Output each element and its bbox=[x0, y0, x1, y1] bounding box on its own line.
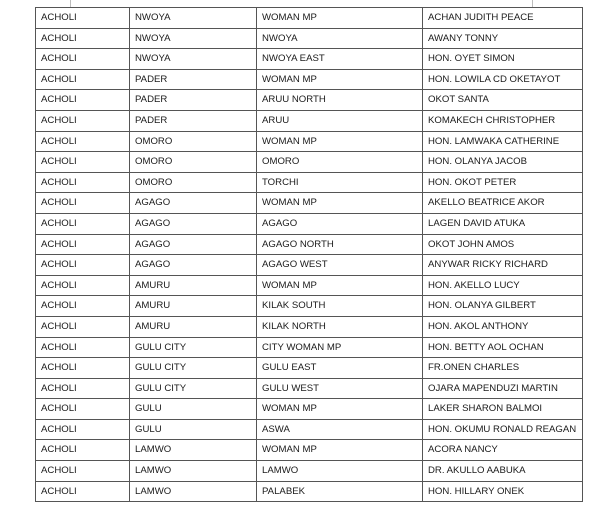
constituency-cell: WOMAN MP bbox=[257, 193, 423, 214]
candidate-name-cell: HON. OLANYA GILBERT bbox=[423, 296, 583, 317]
sub-region-cell: ACHOLI bbox=[36, 131, 130, 152]
district-cell: AMURU bbox=[130, 275, 257, 296]
constituency-cell: CITY WOMAN MP bbox=[257, 337, 423, 358]
candidate-name-cell: HON. BETTY AOL OCHAN bbox=[423, 337, 583, 358]
constituency-cell: AGAGO bbox=[257, 213, 423, 234]
district-cell: AMURU bbox=[130, 296, 257, 317]
sub-region-cell: ACHOLI bbox=[36, 69, 130, 90]
district-cell: AGAGO bbox=[130, 213, 257, 234]
sub-region-cell: ACHOLI bbox=[36, 255, 130, 276]
candidate-name-cell: KOMAKECH CHRISTOPHER bbox=[423, 110, 583, 131]
candidate-name-cell: HON. LOWILA CD OKETAYOT bbox=[423, 69, 583, 90]
candidate-name-cell: OKOT SANTA bbox=[423, 90, 583, 111]
candidate-name-cell: HON. AKELLO LUCY bbox=[423, 275, 583, 296]
constituency-cell: WOMAN MP bbox=[257, 8, 423, 29]
sub-region-cell: ACHOLI bbox=[36, 440, 130, 461]
district-cell: AMURU bbox=[130, 316, 257, 337]
candidate-name-cell: OJARA MAPENDUZI MARTIN bbox=[423, 378, 583, 399]
constituency-cell: WOMAN MP bbox=[257, 440, 423, 461]
district-cell: AGAGO bbox=[130, 193, 257, 214]
table-row bbox=[36, 481, 583, 502]
sub-region-cell: ACHOLI bbox=[36, 275, 130, 296]
constituency-cell: KILAK NORTH bbox=[257, 316, 423, 337]
candidate-name-cell: AWANY TONNY bbox=[423, 28, 583, 49]
district-cell: PADER bbox=[130, 110, 257, 131]
table-row bbox=[36, 49, 583, 70]
district-cell: GULU CITY bbox=[130, 337, 257, 358]
results-table-body bbox=[36, 8, 583, 502]
candidate-name-cell: HON. AKOL ANTHONY bbox=[423, 316, 583, 337]
constituency-cell: PALABEK bbox=[257, 481, 423, 502]
sub-region-cell: ACHOLI bbox=[36, 172, 130, 193]
constituency-cell: WOMAN MP bbox=[257, 69, 423, 90]
district-cell: OMORO bbox=[130, 172, 257, 193]
table-row bbox=[36, 358, 583, 379]
district-cell: GULU CITY bbox=[130, 358, 257, 379]
sub-region-cell: ACHOLI bbox=[36, 419, 130, 440]
results-table bbox=[35, 7, 583, 502]
district-cell: PADER bbox=[130, 90, 257, 111]
sub-region-cell: ACHOLI bbox=[36, 399, 130, 420]
table-row bbox=[36, 440, 583, 461]
district-cell: OMORO bbox=[130, 152, 257, 173]
table-row bbox=[36, 152, 583, 173]
district-cell: GULU bbox=[130, 419, 257, 440]
table-row bbox=[36, 337, 583, 358]
table-row bbox=[36, 110, 583, 131]
constituency-cell: ARUU bbox=[257, 110, 423, 131]
district-cell: GULU CITY bbox=[130, 378, 257, 399]
constituency-cell: ARUU NORTH bbox=[257, 90, 423, 111]
candidate-name-cell: HON. OKOT PETER bbox=[423, 172, 583, 193]
table-row bbox=[36, 213, 583, 234]
candidate-name-cell: LAKER SHARON BALMOI bbox=[423, 399, 583, 420]
district-cell: OMORO bbox=[130, 131, 257, 152]
sub-region-cell: ACHOLI bbox=[36, 90, 130, 111]
table-row bbox=[36, 316, 583, 337]
district-cell: PADER bbox=[130, 69, 257, 90]
table-row bbox=[36, 296, 583, 317]
table-row bbox=[36, 28, 583, 49]
sub-region-cell: ACHOLI bbox=[36, 110, 130, 131]
sub-region-cell: ACHOLI bbox=[36, 234, 130, 255]
constituency-cell: TORCHI bbox=[257, 172, 423, 193]
constituency-cell: WOMAN MP bbox=[257, 399, 423, 420]
table-row bbox=[36, 193, 583, 214]
constituency-cell: AGAGO NORTH bbox=[257, 234, 423, 255]
constituency-cell: WOMAN MP bbox=[257, 275, 423, 296]
candidate-name-cell: HON. OLANYA JACOB bbox=[423, 152, 583, 173]
constituency-cell: LAMWO bbox=[257, 461, 423, 482]
sub-region-cell: ACHOLI bbox=[36, 152, 130, 173]
sub-region-cell: ACHOLI bbox=[36, 481, 130, 502]
sub-region-cell: ACHOLI bbox=[36, 49, 130, 70]
candidate-name-cell: LAGEN DAVID ATUKA bbox=[423, 213, 583, 234]
table-row bbox=[36, 399, 583, 420]
candidate-name-cell: FR.ONEN CHARLES bbox=[423, 358, 583, 379]
district-cell: NWOYA bbox=[130, 28, 257, 49]
constituency-cell: GULU EAST bbox=[257, 358, 423, 379]
sub-region-cell: ACHOLI bbox=[36, 316, 130, 337]
table-row bbox=[36, 275, 583, 296]
candidate-name-cell: AKELLO BEATRICE AKOR bbox=[423, 193, 583, 214]
sub-region-cell: ACHOLI bbox=[36, 193, 130, 214]
district-cell: LAMWO bbox=[130, 461, 257, 482]
table-row bbox=[36, 378, 583, 399]
table-row bbox=[36, 419, 583, 440]
sub-region-cell: ACHOLI bbox=[36, 28, 130, 49]
constituency-cell: GULU WEST bbox=[257, 378, 423, 399]
table-row bbox=[36, 69, 583, 90]
district-cell: NWOYA bbox=[130, 49, 257, 70]
table-row bbox=[36, 131, 583, 152]
candidate-name-cell: HON. OKUMU RONALD REAGAN bbox=[423, 419, 583, 440]
candidate-name-cell: OKOT JOHN AMOS bbox=[423, 234, 583, 255]
constituency-cell: NWOYA EAST bbox=[257, 49, 423, 70]
constituency-cell: ASWA bbox=[257, 419, 423, 440]
constituency-cell: NWOYA bbox=[257, 28, 423, 49]
table-row bbox=[36, 90, 583, 111]
candidate-name-cell: HON. OYET SIMON bbox=[423, 49, 583, 70]
sub-region-cell: ACHOLI bbox=[36, 213, 130, 234]
sub-region-cell: ACHOLI bbox=[36, 337, 130, 358]
district-cell: GULU bbox=[130, 399, 257, 420]
candidate-name-cell: HON. HILLARY ONEK bbox=[423, 481, 583, 502]
table-row bbox=[36, 172, 583, 193]
district-cell: AGAGO bbox=[130, 234, 257, 255]
sub-region-cell: ACHOLI bbox=[36, 358, 130, 379]
sub-region-cell: ACHOLI bbox=[36, 8, 130, 29]
table-row bbox=[36, 255, 583, 276]
table-row bbox=[36, 461, 583, 482]
constituency-cell: AGAGO WEST bbox=[257, 255, 423, 276]
constituency-cell: OMORO bbox=[257, 152, 423, 173]
district-cell: NWOYA bbox=[130, 8, 257, 29]
district-cell: LAMWO bbox=[130, 481, 257, 502]
table-row bbox=[36, 8, 583, 29]
district-cell: AGAGO bbox=[130, 255, 257, 276]
candidate-name-cell: DR. AKULLO AABUKA bbox=[423, 461, 583, 482]
candidate-name-cell: ANYWAR RICKY RICHARD bbox=[423, 255, 583, 276]
candidate-name-cell: ACORA NANCY bbox=[423, 440, 583, 461]
district-cell: LAMWO bbox=[130, 440, 257, 461]
constituency-cell: KILAK SOUTH bbox=[257, 296, 423, 317]
sub-region-cell: ACHOLI bbox=[36, 378, 130, 399]
candidate-name-cell: ACHAN JUDITH PEACE bbox=[423, 8, 583, 29]
candidate-name-cell: HON. LAMWAKA CATHERINE bbox=[423, 131, 583, 152]
sub-region-cell: ACHOLI bbox=[36, 296, 130, 317]
sub-region-cell: ACHOLI bbox=[36, 461, 130, 482]
constituency-cell: WOMAN MP bbox=[257, 131, 423, 152]
table-row bbox=[36, 234, 583, 255]
